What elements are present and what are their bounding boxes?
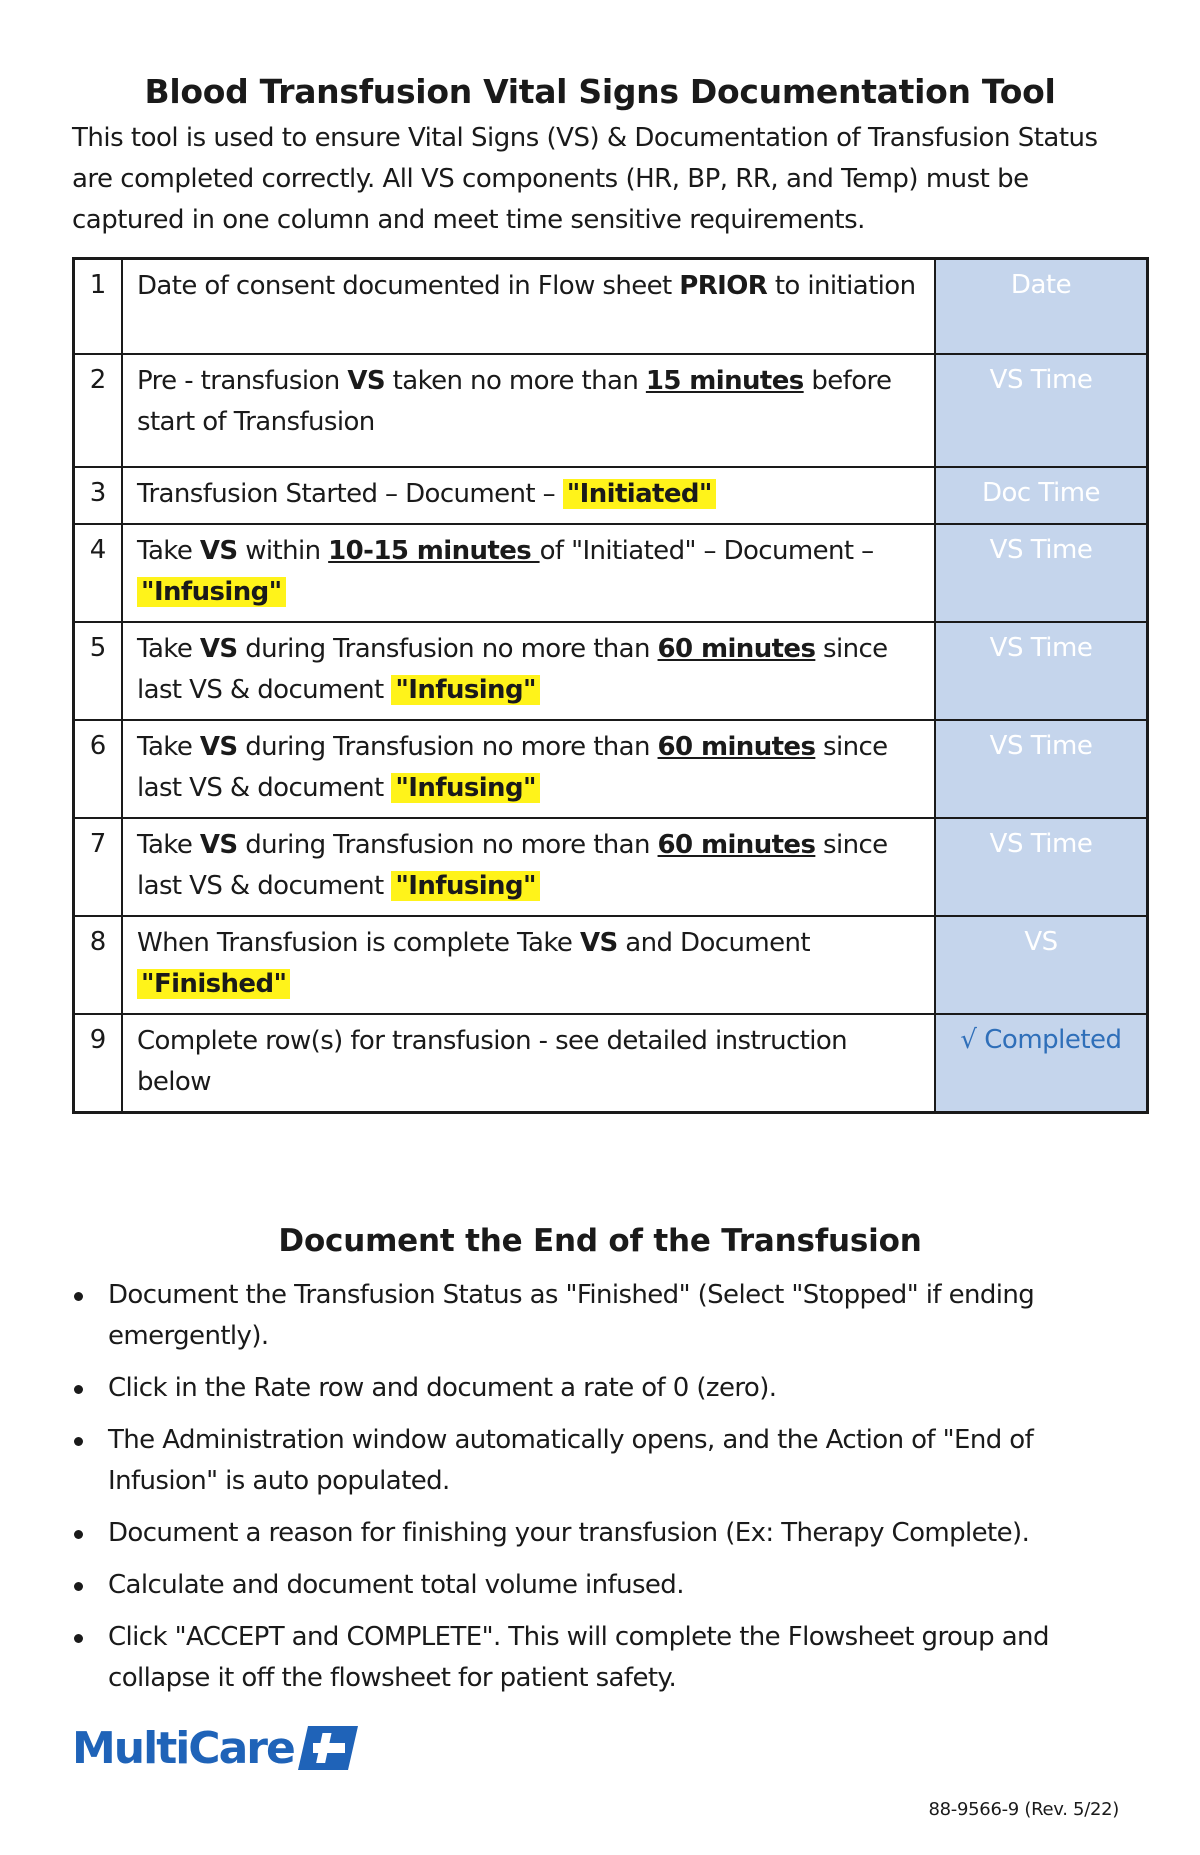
step-row (74, 467, 1148, 524)
step-description (122, 524, 935, 622)
step-number: 2 (74, 354, 123, 467)
bullet-icon (74, 1634, 83, 1643)
step-status-cell: VS (935, 916, 1148, 1014)
step-row (74, 524, 1148, 622)
step-text: VS (199, 731, 238, 762)
step-text: 60 minutes (657, 633, 816, 664)
step-text: 60 minutes (657, 731, 816, 762)
step-text: since last VS & document (137, 633, 888, 705)
step-text: Take (137, 535, 200, 566)
step-row (74, 720, 1148, 818)
step-row (74, 259, 1148, 354)
instructions-list (72, 1275, 1132, 1710)
step-status-cell: VS Time (935, 720, 1148, 818)
intro-text: This tool is used to ensure Vital Signs (VS) & Documentation of Transfusion Status are completed correctly. All VS components (HR, BP, RR, and Temp) must be captured in one column and meet time sensitive requirements. (72, 123, 1098, 235)
step-text: during Transfusion no more than (237, 731, 658, 762)
multicare-cross-icon (298, 1726, 358, 1770)
step-text: taken no more than (385, 365, 646, 396)
step-text: Take (137, 829, 200, 860)
step-description (122, 1014, 935, 1113)
step-text: within (237, 535, 329, 566)
list-item (72, 1368, 1132, 1409)
step-description (122, 467, 935, 524)
list-item (72, 1513, 1132, 1554)
step-status-cell: VS Time (935, 354, 1148, 467)
step-text: VS (199, 535, 238, 566)
bullet-icon (74, 1530, 83, 1539)
status-highlight: "Infusing" (391, 675, 540, 705)
step-text: during Transfusion no more than (237, 829, 658, 860)
bullet-icon (74, 1582, 83, 1591)
step-status-cell: Doc Time (935, 467, 1148, 524)
step-description (122, 916, 935, 1014)
bullet-icon (74, 1292, 83, 1301)
step-text: VS (579, 927, 618, 958)
step-text: 10-15 minutes (328, 535, 540, 566)
step-text: Take (137, 731, 200, 762)
step-row (74, 1014, 1148, 1113)
step-text: during Transfusion no more than (237, 633, 658, 664)
step-status-cell: √ Completed (935, 1014, 1148, 1113)
step-text: Pre - transfusion (137, 365, 348, 396)
step-number: 9 (74, 1014, 123, 1113)
multicare-logo (72, 1722, 358, 1774)
step-description (122, 354, 935, 467)
status-highlight: "Infusing" (137, 577, 286, 607)
step-text: PRIOR (679, 271, 768, 301)
list-item-text: The Administration window automatically opens, and the Action of "End of Infusion" is auto populated. (108, 1425, 1034, 1496)
section-title: Document the End of the Transfusion (278, 1223, 922, 1259)
step-row (74, 818, 1148, 916)
status-highlight: "Initiated" (563, 479, 716, 509)
logo-text: MultiCare (72, 1722, 294, 1774)
list-item-text: Click "ACCEPT and COMPLETE". This will complete the Flowsheet group and collapse it off the flowsheet for patient safety. (108, 1622, 1049, 1693)
step-text: Transfusion Started – Document – (137, 478, 563, 509)
step-text: before start of Transfusion (137, 365, 892, 437)
step-text: Take (137, 633, 200, 664)
step-text: and Document (617, 927, 810, 958)
step-number: 8 (74, 916, 123, 1014)
list-item (72, 1275, 1132, 1357)
bullet-icon (74, 1437, 83, 1446)
step-row (74, 916, 1148, 1014)
step-text: VS (199, 633, 238, 664)
step-text: Date of consent documented in Flow sheet (137, 271, 680, 301)
step-status-cell: VS Time (935, 524, 1148, 622)
list-item-text: Document the Transfusion Status as "Finished" (Select "Stopped" if ending emergently). (108, 1280, 1035, 1351)
list-item-text: Click in the Rate row and document a rate of 0 (zero). (108, 1373, 777, 1403)
step-text: to initiation (767, 271, 916, 301)
bullet-icon (74, 1385, 83, 1394)
step-text: since last VS & document (137, 829, 888, 901)
step-text: When Transfusion is complete Take (137, 927, 580, 958)
step-number: 4 (74, 524, 123, 622)
step-status-cell: VS Time (935, 818, 1148, 916)
step-number: 3 (74, 467, 123, 524)
status-highlight: "Infusing" (391, 773, 540, 803)
list-item (72, 1420, 1132, 1502)
list-item (72, 1565, 1132, 1606)
steps-table (72, 257, 1149, 1114)
step-text: since last VS & document (137, 731, 888, 803)
step-text: VS (347, 365, 385, 396)
step-number: 6 (74, 720, 123, 818)
form-code: 88-9566-9 (Rev. 5/22) (928, 1799, 1119, 1820)
list-item-text: Document a reason for finishing your transfusion (Ex: Therapy Complete). (108, 1518, 1030, 1548)
page-title: Blood Transfusion Vital Signs Documentation Tool (144, 72, 1056, 111)
step-number: 5 (74, 622, 123, 720)
step-description (122, 259, 935, 354)
step-text: 15 minutes (645, 365, 804, 396)
status-highlight: "Finished" (137, 969, 290, 999)
step-status-cell: VS Time (935, 622, 1148, 720)
step-number: 7 (74, 818, 123, 916)
step-description (122, 720, 935, 818)
step-description (122, 818, 935, 916)
list-item (72, 1617, 1132, 1699)
step-status-cell: Date (935, 259, 1148, 354)
step-text: of "Initiated" – Document – (539, 535, 874, 566)
step-text: 60 minutes (657, 829, 816, 860)
step-text: VS (199, 829, 238, 860)
step-row (74, 354, 1148, 467)
step-row (74, 622, 1148, 720)
step-description (122, 622, 935, 720)
list-item-text: Calculate and document total volume infused. (108, 1570, 684, 1600)
status-highlight: "Infusing" (391, 871, 540, 901)
step-number: 1 (74, 259, 123, 354)
step-text: Complete row(s) for transfusion - see detailed instruction below (137, 1025, 848, 1097)
